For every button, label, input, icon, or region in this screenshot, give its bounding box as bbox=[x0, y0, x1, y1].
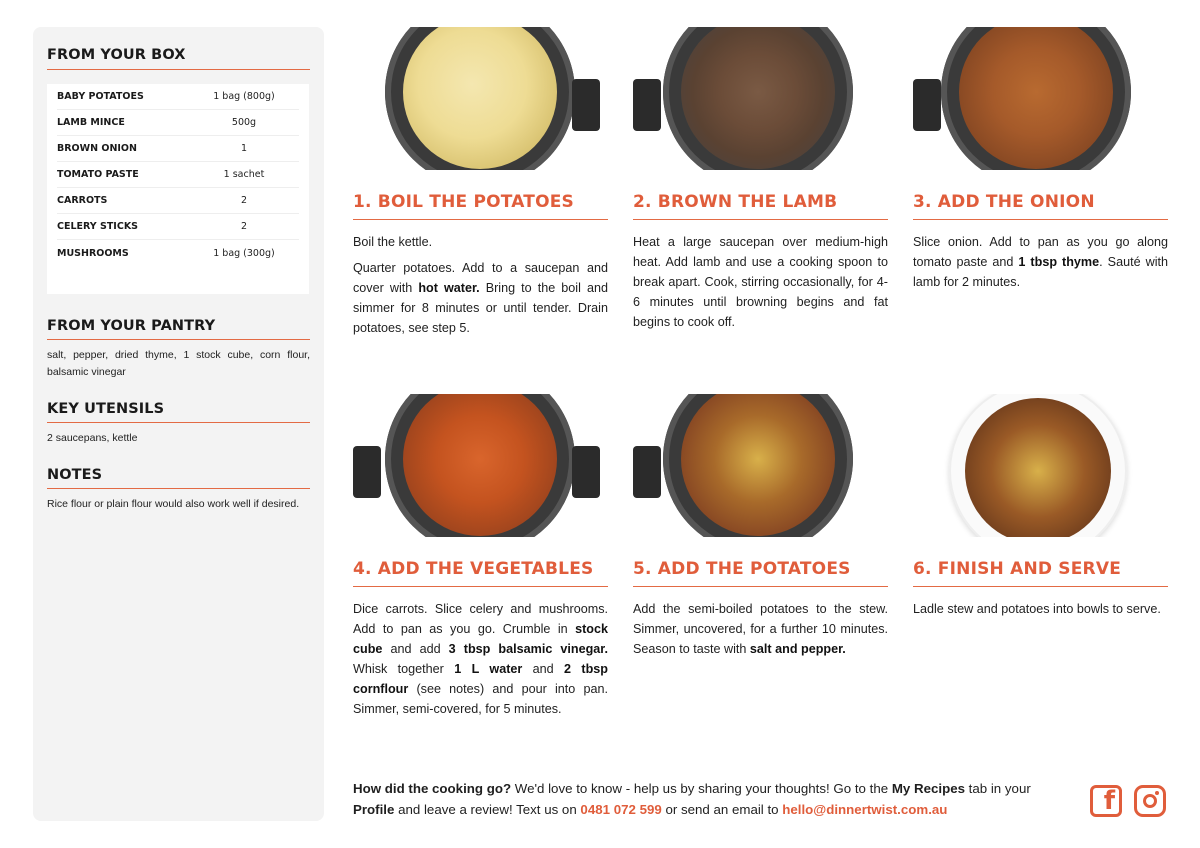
step-5-text bbox=[633, 599, 888, 659]
step-2 bbox=[633, 27, 888, 338]
step-5 bbox=[633, 394, 888, 665]
step-4-body bbox=[353, 599, 608, 719]
step-1-title: 1. BOIL THE POTATOES bbox=[353, 192, 608, 220]
ingredient-qty: 1 bag (800g) bbox=[213, 91, 275, 102]
step-1-body bbox=[353, 232, 608, 338]
table-row bbox=[57, 110, 299, 136]
step-1-photo bbox=[353, 27, 608, 170]
step-3 bbox=[913, 27, 1168, 298]
table-row bbox=[57, 162, 299, 188]
step-6-text: Ladle stew and potatoes into bowls to serve. bbox=[913, 602, 1161, 616]
text-span: Slice onion. Add to pan as you go along tomato paste and bbox=[913, 235, 1168, 269]
text-span: Whisk together bbox=[353, 662, 455, 676]
ingredient-qty: 2 bbox=[240, 221, 248, 232]
bold-text: salt and pepper. bbox=[749, 642, 846, 656]
text-span: . Sauté with lamb for 2 minutes. bbox=[913, 255, 1168, 289]
ingredient-name: LAMB MINCE bbox=[57, 117, 125, 128]
table-row bbox=[57, 214, 299, 240]
step-2-body bbox=[633, 232, 888, 332]
notes-text: Rice flour or plain flour would also work well if desired. bbox=[47, 498, 300, 510]
step-2-title: 2. BROWN THE LAMB bbox=[633, 192, 888, 220]
from-your-pantry-heading: FROM YOUR PANTRY bbox=[47, 318, 310, 340]
step-3-text bbox=[913, 232, 1168, 292]
notes-section bbox=[47, 467, 310, 513]
bold-text: stock cube bbox=[353, 622, 608, 656]
ingredient-qty: 2 bbox=[240, 195, 248, 206]
ingredient-name: CELERY STICKS bbox=[57, 221, 139, 232]
notes-heading: NOTES bbox=[47, 467, 310, 489]
ingredient-name: BROWN ONION bbox=[57, 143, 137, 154]
bold-text: 2 tbsp cornflour bbox=[353, 662, 608, 696]
table-row bbox=[57, 240, 299, 266]
text-span: tab in your bbox=[964, 781, 1031, 796]
step-4-title: 4. ADD THE VEGETABLES bbox=[353, 559, 608, 587]
bold-text: hot water. bbox=[418, 281, 480, 295]
text-span: or send an email to bbox=[661, 802, 783, 817]
step-1-text-2 bbox=[353, 258, 608, 338]
step-3-title: 3. ADD THE ONION bbox=[913, 192, 1168, 220]
footer-question: How did the cooking go? bbox=[353, 781, 512, 796]
feedback-footer bbox=[353, 778, 1073, 820]
step-4 bbox=[353, 394, 608, 725]
text-span: We'd love to know - help us by sharing your thoughts! Go to the bbox=[511, 781, 892, 796]
bold-text: 1 L water bbox=[454, 662, 523, 676]
facebook-icon[interactable] bbox=[1090, 785, 1122, 817]
step-3-photo bbox=[913, 27, 1168, 170]
step-1 bbox=[353, 27, 608, 344]
step-4-photo bbox=[353, 394, 608, 537]
utensils-section bbox=[47, 401, 310, 447]
phone-link[interactable]: 0481 072 599 bbox=[580, 802, 662, 817]
facebook-glyph: f bbox=[1103, 786, 1115, 816]
key-utensils-heading: KEY UTENSILS bbox=[47, 401, 310, 423]
text-span: Add the semi-boiled potatoes to the stew. Simmer, uncovered, for a further 10 minutes. Season to taste with bbox=[633, 602, 888, 656]
ingredient-name: BABY POTATOES bbox=[57, 91, 144, 102]
ingredient-qty: 1 bag (300g) bbox=[213, 247, 275, 259]
ingredient-qty: 500g bbox=[231, 117, 257, 128]
pantry-text: salt, pepper, dried thyme, 1 stock cube, corn flour, balsamic vinegar bbox=[47, 349, 310, 378]
ingredient-name: CARROTS bbox=[57, 195, 108, 206]
text-span: Quarter potatoes. Add to a saucepan and cover with bbox=[353, 261, 608, 295]
step-1-text-1: Boil the kettle. bbox=[353, 235, 433, 249]
from-your-box-heading: FROM YOUR BOX bbox=[47, 47, 310, 70]
table-row bbox=[57, 84, 299, 110]
my-recipes-link[interactable]: My Recipes bbox=[891, 781, 965, 796]
ingredients-sidebar bbox=[33, 27, 324, 821]
ingredient-qty: 1 bbox=[240, 143, 248, 154]
profile-link[interactable]: Profile bbox=[353, 802, 395, 817]
text-span: and add bbox=[382, 642, 449, 656]
text-span: (see notes) and pour into pan. Simmer, semi-covered, for 5 minutes. bbox=[353, 682, 608, 716]
step-3-body bbox=[913, 232, 1168, 292]
email-link[interactable]: hello@dinnertwist.com.au bbox=[782, 802, 948, 817]
bold-text: 3 tbsp balsamic vinegar. bbox=[448, 642, 608, 656]
step-5-photo bbox=[633, 394, 888, 537]
text-span: and bbox=[522, 662, 565, 676]
text-span: Bring to the boil and simmer for 8 minutes or until tender. Drain potatoes, see step 5. bbox=[353, 281, 608, 335]
box-ingredients-table bbox=[47, 84, 309, 294]
pantry-section bbox=[47, 318, 310, 381]
social-links bbox=[1090, 785, 1166, 817]
bold-text: 1 tbsp thyme bbox=[1018, 255, 1100, 269]
ingredient-name: MUSHROOMS bbox=[57, 247, 129, 259]
step-4-text bbox=[353, 599, 608, 719]
step-2-photo bbox=[633, 27, 888, 170]
step-6-photo bbox=[913, 394, 1168, 537]
step-5-title: 5. ADD THE POTATOES bbox=[633, 559, 888, 587]
instagram-icon[interactable] bbox=[1134, 785, 1166, 817]
table-row bbox=[57, 188, 299, 214]
step-5-body bbox=[633, 599, 888, 659]
step-2-text: Heat a large saucepan over medium-high heat. Add lamb and use a cooking spoon to break apart. Cook, stirring occasionally, for 4-6 minutes until browning begins and fat begins to cook off. bbox=[633, 235, 888, 329]
text-span: and leave a review! Text us on bbox=[394, 802, 581, 817]
step-6-title: 6. FINISH AND SERVE bbox=[913, 559, 1168, 587]
table-row bbox=[57, 136, 299, 162]
utensils-text: 2 saucepans, kettle bbox=[47, 432, 138, 444]
ingredient-name: TOMATO PASTE bbox=[57, 169, 139, 180]
step-6-body bbox=[913, 599, 1168, 619]
step-6 bbox=[913, 394, 1168, 625]
text-span: Dice carrots. Slice celery and mushrooms. Add to pan as you go. Crumble in bbox=[353, 602, 608, 636]
ingredient-qty: 1 sachet bbox=[223, 169, 265, 180]
